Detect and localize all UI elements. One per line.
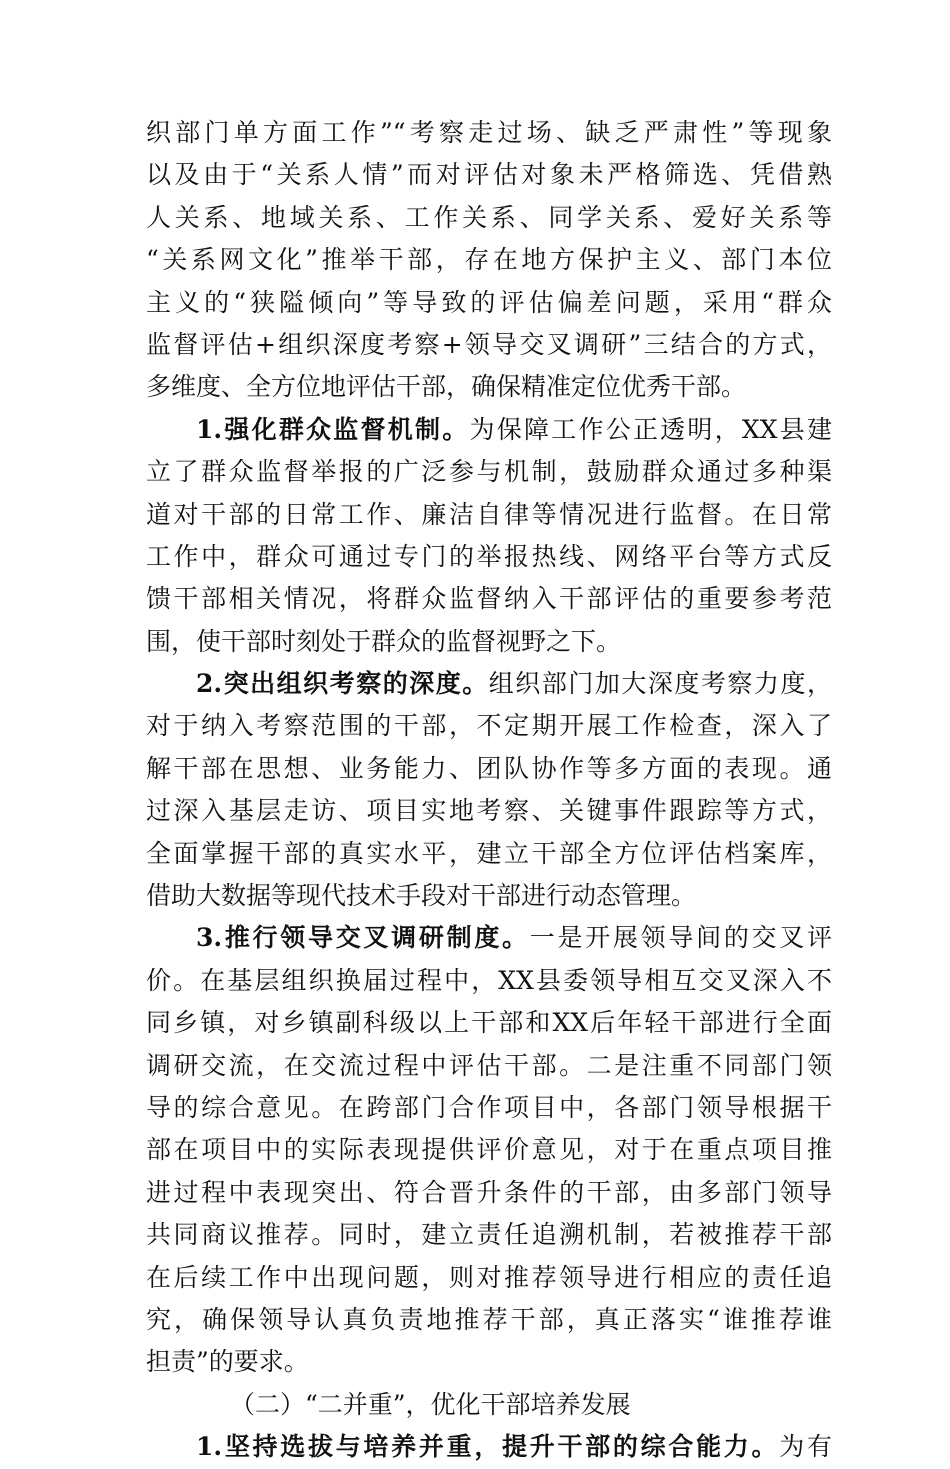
item-2-heading: 2.突出组织考察的深度。 <box>196 669 489 699</box>
item-2-first-line-text: 组织部门加大深度考察力度， <box>488 669 832 699</box>
item-1-first-line <box>146 409 832 451</box>
text-line: 织部门单方面工作”“考察走过场、缺乏严肃性”等现象 <box>146 118 832 147</box>
text-line: 全面掌握干部的真实水平，建立干部全方位评估档案库， <box>146 838 832 868</box>
text-line: 多维度、全方位地评估干部，确保精准定位优秀干部。 <box>146 372 747 402</box>
text-line: 进过程中表现突出、符合晋升条件的干部，由多部门领导 <box>146 1177 832 1207</box>
text-line: 过深入基层走访、项目实地考察、关键事件跟踪等方式， <box>146 796 832 826</box>
text-line: 同乡镇，对乡镇副科级以上干部和XX后年轻干部进行全面 <box>146 1008 832 1038</box>
text-line: 主义的“狭隘倾向”等导致的评估偏差问题，采用“群众 <box>146 287 832 317</box>
text-line: 借助大数据等现代技术手段对干部进行动态管理。 <box>146 881 697 911</box>
text-line: 对于纳入考察范围的干部，不定期开展工作检查，深入了 <box>146 711 832 741</box>
text-line: 以及由于“关系人情”而对评估对象未严格筛选、凭借熟 <box>146 160 832 190</box>
item-4-first-line-text: 为有 <box>779 1432 832 1462</box>
text-line: 工作中，群众可通过专门的举报热线、网络平台等方式反 <box>146 541 832 571</box>
text-line: 监督评估+组织深度考察+领导交叉调研”三结合的方式， <box>146 329 832 359</box>
text-line: 导的综合意见。在跨部门合作项目中，各部门领导根据干 <box>146 1092 832 1122</box>
text-line: 道对干部的日常工作、廉洁自律等情况进行监督。在日常 <box>146 499 832 529</box>
item-3-first-line <box>146 917 832 959</box>
text-line: 在后续工作中出现问题，则对推荐领导进行相应的责任追 <box>146 1262 832 1292</box>
text-line: 立了群众监督举报的广泛参与机制，鼓励群众通过多种渠 <box>146 457 832 487</box>
section-heading: （二）“二并重”，优化干部培养发展 <box>230 1389 631 1419</box>
text-line: 调研交流，在交流过程中评估干部。二是注重不同部门领 <box>146 1050 832 1080</box>
text-line: 解干部在思想、业务能力、团队协作等多方面的表现。通 <box>146 753 832 783</box>
item-4-heading: 1.坚持选拔与培养并重，提升干部的综合能力。 <box>196 1432 780 1462</box>
document-body <box>146 112 832 1469</box>
text-line: 馈干部相关情况，将群众监督纳入干部评估的重要参考范 <box>146 584 832 614</box>
text-line: 围，使干部时刻处于群众的监督视野之下。 <box>146 626 622 656</box>
text-line: 部在项目中的实际表现提供评价意见，对于在重点项目推 <box>146 1135 832 1165</box>
text-line: 共同商议推荐。同时，建立责任追溯机制，若被推荐干部 <box>146 1220 832 1250</box>
item-3-heading: 3.推行领导交叉调研制度。 <box>196 923 530 953</box>
item-4-first-line <box>146 1426 832 1468</box>
item-3-first-line-text: 一是开展领导间的交叉评 <box>529 923 832 953</box>
text-line: 究，确保领导认真负责地推荐干部，真正落实“谁推荐谁 <box>146 1304 832 1334</box>
item-1-heading: 1.强化群众监督机制。 <box>196 414 470 444</box>
item-2-first-line <box>146 663 832 705</box>
text-line: 担责”的要求。 <box>146 1347 309 1377</box>
item-1-first-line-text: 为保障工作公正透明，XX县建 <box>469 414 832 444</box>
text-line: 价。在基层组织换届过程中，XX县委领导相互交叉深入不 <box>146 965 832 995</box>
text-line: “关系网文化”推举干部，存在地方保护主义、部门本位 <box>146 245 832 275</box>
text-line: 人关系、地域关系、工作关系、同学关系、爱好关系等 <box>146 202 832 232</box>
